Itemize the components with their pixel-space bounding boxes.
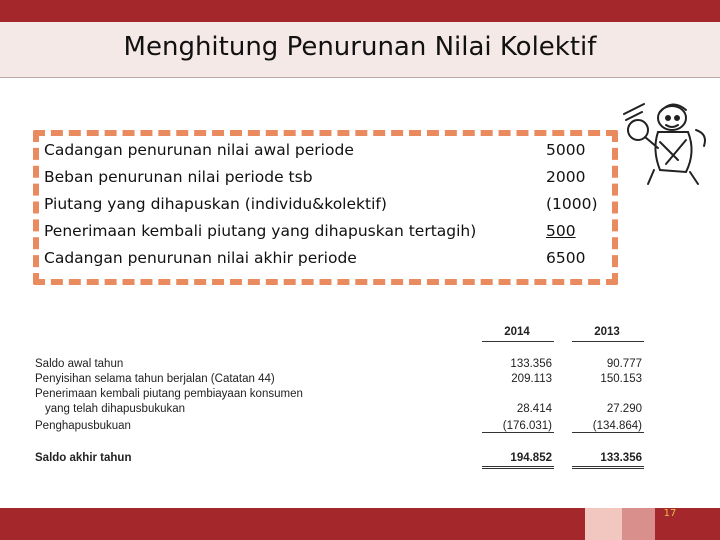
table-row-label: Penghapusbukuan	[35, 420, 131, 432]
total-double-line	[572, 466, 644, 469]
calc-row-value: (1000)	[546, 195, 598, 213]
header-underline	[482, 341, 554, 342]
calc-row-value	[546, 219, 616, 246]
person-with-magnifier-icon	[614, 90, 714, 190]
table-row-label: Saldo awal tahun	[35, 358, 124, 370]
table-cell: 133.356	[510, 358, 552, 370]
table-cell: 28.414	[516, 403, 552, 415]
top-accent-bar	[0, 0, 720, 22]
table-cell: (134.864)	[592, 420, 642, 432]
calc-row-value: 5000	[546, 141, 586, 159]
table-cell: (176.031)	[502, 420, 552, 432]
table-row-label: Penerimaan kembali piutang pembiayaan konsumen	[35, 388, 303, 400]
calc-row-value-underlined: 500	[546, 222, 576, 240]
table-cell: 150.153	[600, 373, 642, 385]
calc-row-label: Cadangan penurunan nilai akhir periode	[44, 249, 357, 267]
table-cell: 133.356	[600, 452, 642, 464]
calc-row-label: Penerimaan kembali piutang yang dihapuskan tertagih)	[44, 222, 477, 240]
subtotal-line	[572, 432, 644, 433]
column-header: 2013	[594, 326, 620, 338]
calc-row-label: Cadangan penurunan nilai awal periode	[44, 141, 354, 159]
page-number: 17	[663, 508, 677, 519]
table-row-label: Saldo akhir tahun	[35, 452, 132, 464]
footer-square-light	[585, 508, 622, 540]
table-cell: 209.113	[511, 373, 552, 385]
calculation-labels	[44, 138, 514, 273]
table-cell: 90.777	[606, 358, 642, 370]
calc-row-value: 6500	[546, 249, 586, 267]
table-cell: 27.290	[606, 403, 642, 415]
calc-row-value: 2000	[546, 168, 586, 186]
subtotal-line	[482, 432, 554, 433]
calc-row-label: Piutang yang dihapuskan (individu&kolektif)	[44, 195, 387, 213]
header-underline	[572, 341, 644, 342]
total-double-line	[482, 466, 554, 469]
calculation-values	[546, 138, 616, 273]
table-row-label: yang telah dihapusbukukan	[45, 403, 186, 415]
table-cell: 194.852	[510, 452, 552, 464]
footer-square-medium	[622, 508, 655, 540]
table-row-label: Penyisihan selama tahun berjalan (Catatan 44)	[35, 373, 275, 385]
slide-title: Menghitung Penurunan Nilai Kolektif	[123, 32, 597, 62]
bottom-accent-bar	[0, 508, 585, 540]
column-header: 2014	[504, 326, 530, 338]
calc-row-label: Beban penurunan nilai periode tsb	[44, 168, 313, 186]
